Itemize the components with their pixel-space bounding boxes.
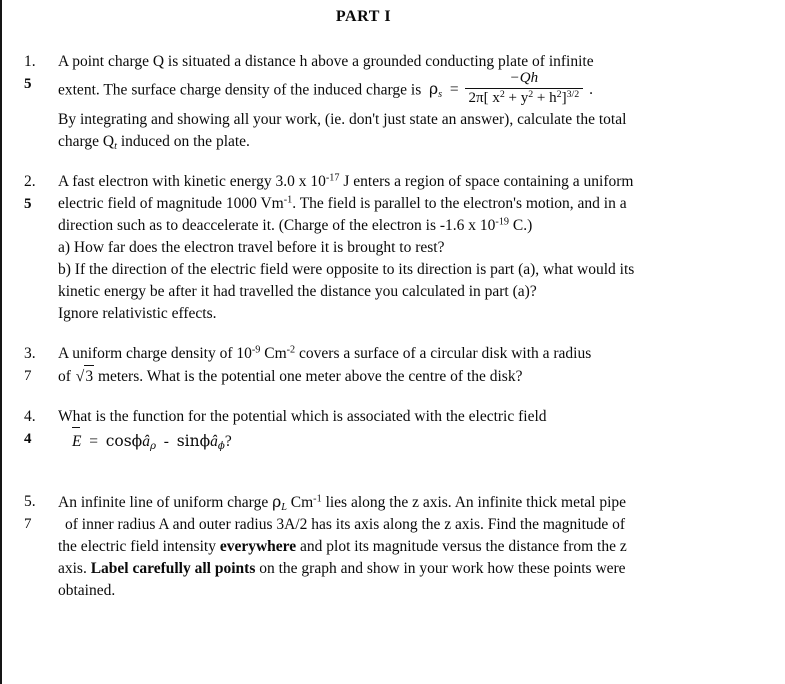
question-1-line-4 bbox=[58, 131, 745, 153]
question-4-body bbox=[58, 406, 785, 455]
question-2-ke-tail: J enters a region of space containing a uniform bbox=[343, 172, 634, 190]
question-4-gutter bbox=[2, 406, 58, 450]
question-2-number: 2. bbox=[24, 172, 36, 190]
denominator-exp-x: 2 bbox=[499, 88, 505, 100]
question-2-field-exponent: -1 bbox=[283, 194, 293, 206]
denominator-mid-1: + y bbox=[508, 89, 529, 106]
question-5-line-2: of inner radius A and outer radius 3A/2 has its axis along the z axis. Find the magnitude of bbox=[65, 515, 626, 533]
question-2-line-2 bbox=[58, 193, 745, 215]
question-2-line-1 bbox=[58, 171, 745, 193]
question-3-gutter bbox=[2, 343, 58, 387]
question-3 bbox=[2, 343, 785, 388]
question-1-gutter bbox=[2, 51, 58, 95]
spacer-q3-q4 bbox=[2, 388, 785, 406]
emphasis-everywhere: everywhere bbox=[219, 537, 297, 555]
question-3-line-2 bbox=[58, 365, 745, 388]
question-2-charge-tail: C.) bbox=[512, 216, 533, 234]
question-5-gutter bbox=[2, 491, 58, 535]
question-5-marks: 7 bbox=[24, 515, 32, 532]
question-4 bbox=[2, 406, 785, 455]
question-1-line-4-tail: induced on the plate. bbox=[120, 132, 250, 150]
spacer-q1-q2 bbox=[2, 153, 785, 171]
question-1 bbox=[2, 51, 785, 153]
page-title: PART I bbox=[335, 8, 392, 25]
question-3-density-text: A uniform charge density of 10 bbox=[58, 344, 252, 362]
rho-symbol: ρ bbox=[429, 80, 439, 99]
question-1-body bbox=[58, 51, 785, 153]
question-1-line-1: A point charge Q is situated a distance h above a grounded conducting plate of infinite bbox=[58, 53, 594, 70]
question-1-line-2-text: extent. The surface charge density of the induced charge is bbox=[58, 81, 422, 99]
square-root-icon: √3 bbox=[75, 365, 94, 388]
question-2-ke-exponent: -17 bbox=[325, 172, 340, 184]
denominator-power: 3/2 bbox=[566, 88, 580, 100]
rho-l-subscript: L bbox=[281, 501, 287, 513]
denominator-exp-h: 2 bbox=[556, 88, 562, 100]
question-2-field-tail: . The field is parallel to the electron's motion, and in a bbox=[292, 194, 627, 212]
formula-trailing-period: . bbox=[589, 81, 593, 99]
q4-operator: - bbox=[163, 432, 169, 450]
denominator-mid-2: + h bbox=[536, 89, 557, 106]
question-1-number: 1. bbox=[24, 53, 36, 70]
question-5-line-4-tail: on the graph and show in your work how these points were bbox=[259, 559, 626, 577]
radicand-value: 3 bbox=[84, 365, 94, 388]
cos-phi-term: cosϕ bbox=[105, 431, 143, 450]
question-5 bbox=[2, 491, 785, 602]
denominator-prefix: 2π[ x bbox=[468, 89, 500, 106]
question-4-line-1: What is the function for the potential which is associated with the electric field bbox=[58, 407, 547, 425]
question-1-line-2 bbox=[58, 70, 745, 109]
question-3-unit-exponent: -2 bbox=[286, 344, 296, 356]
question-5-body bbox=[58, 491, 785, 602]
question-3-unit-text: Cm bbox=[264, 344, 287, 362]
qt-subscript: t bbox=[114, 140, 117, 152]
question-5-line-4 bbox=[58, 558, 745, 580]
unit-vector-rho: â bbox=[142, 432, 151, 450]
question-2-ke-text: A fast electron with kinetic energy 3.0 x 10 bbox=[58, 172, 326, 190]
vector-overbar-icon bbox=[72, 427, 80, 428]
question-3-number: 3. bbox=[24, 344, 36, 362]
rho-l-symbol: ρ bbox=[272, 492, 282, 511]
spacer-q4-q5-extra bbox=[2, 481, 785, 491]
spacer-q4-q5 bbox=[2, 455, 785, 481]
question-4-marks: 4 bbox=[24, 430, 32, 447]
question-2-charge-text: direction such as to deaccelerate it. (Charge of the electron is -1.6 x 10 bbox=[58, 216, 496, 234]
q4-question-mark: ? bbox=[224, 432, 232, 450]
question-5-intro-text: An infinite line of uniform charge bbox=[58, 493, 269, 511]
question-5-line-5: obtained. bbox=[58, 581, 116, 599]
unit-vector-phi: â bbox=[210, 432, 218, 450]
question-5-unit-text: Cm bbox=[290, 493, 314, 511]
unit-vector-phi-subscript: ϕ bbox=[217, 440, 225, 452]
question-5-line-3-tail: and plot its magnitude versus the distance from the z bbox=[300, 537, 627, 555]
question-2-part-b-line-2: kinetic energy be after it had travelled the distance you calculated in part (a)? bbox=[58, 282, 537, 300]
question-2 bbox=[2, 171, 785, 325]
question-2-gutter bbox=[2, 171, 58, 215]
field-symbol: E bbox=[72, 432, 82, 450]
question-5-number: 5. bbox=[24, 492, 36, 510]
question-3-body bbox=[58, 343, 785, 388]
denominator-exp-y: 2 bbox=[528, 88, 534, 100]
denominator-bracket: ] bbox=[561, 89, 567, 106]
fraction-numerator: −Qh bbox=[509, 70, 539, 86]
question-5-line-3 bbox=[58, 536, 745, 558]
question-2-line-3 bbox=[58, 215, 745, 237]
question-1-line-4-text: charge Q bbox=[58, 132, 115, 150]
question-3-marks: 7 bbox=[24, 367, 32, 384]
question-4-number: 4. bbox=[24, 407, 36, 425]
spacer-q2-q3 bbox=[2, 325, 785, 343]
spacer-after-title bbox=[2, 25, 785, 51]
question-1-line-3: By integrating and showing all your work, (ie. don't just state an answer), calculate the total bbox=[58, 110, 627, 128]
question-2-body bbox=[58, 171, 785, 325]
question-1-formula bbox=[425, 70, 593, 106]
question-5-line-3-text: the electric field intensity bbox=[58, 537, 216, 555]
question-2-part-b-line-1: b) If the direction of the electric field were opposite to its direction is part (a), what would its bbox=[58, 260, 635, 278]
emphasis-label-carefully: Label carefully all points bbox=[90, 559, 256, 577]
question-4-formula bbox=[58, 428, 745, 455]
question-5-line-1 bbox=[58, 491, 745, 514]
question-5-axis-text: axis. bbox=[58, 559, 87, 577]
question-3-density-exponent: -9 bbox=[251, 344, 261, 356]
rho-subscript: s bbox=[438, 89, 443, 101]
charge-density-fraction bbox=[465, 71, 584, 107]
question-2-field-text: electric field of magnitude 1000 Vm bbox=[58, 194, 284, 212]
question-1-marks: 5 bbox=[24, 76, 32, 92]
fraction-denominator bbox=[465, 89, 584, 107]
q4-equals-sign: = bbox=[89, 432, 98, 450]
equals-sign: = bbox=[449, 81, 459, 99]
question-2-part-a: a) How far does the electron travel before it is brought to rest? bbox=[58, 238, 445, 256]
question-2-note: Ignore relativistic effects. bbox=[58, 304, 217, 322]
question-3-line-1 bbox=[58, 343, 745, 365]
question-3-line-1-tail: covers a surface of a circular disk with a radius bbox=[299, 344, 592, 362]
question-3-line-2-tail: meters. What is the potential one meter above the centre of the disk? bbox=[97, 367, 523, 385]
question-2-charge-exponent: -19 bbox=[495, 216, 510, 228]
sin-phi-term: sinϕ bbox=[176, 431, 211, 450]
question-5-unit-exponent: -1 bbox=[313, 493, 322, 505]
electric-field-vector bbox=[72, 429, 81, 455]
question-3-radius-prefix: of bbox=[58, 367, 71, 385]
question-2-marks: 5 bbox=[24, 195, 32, 212]
unit-vector-rho-subscript: ρ bbox=[150, 440, 157, 452]
question-5-line-1-tail: lies along the z axis. An infinite thick metal pipe bbox=[325, 493, 627, 511]
